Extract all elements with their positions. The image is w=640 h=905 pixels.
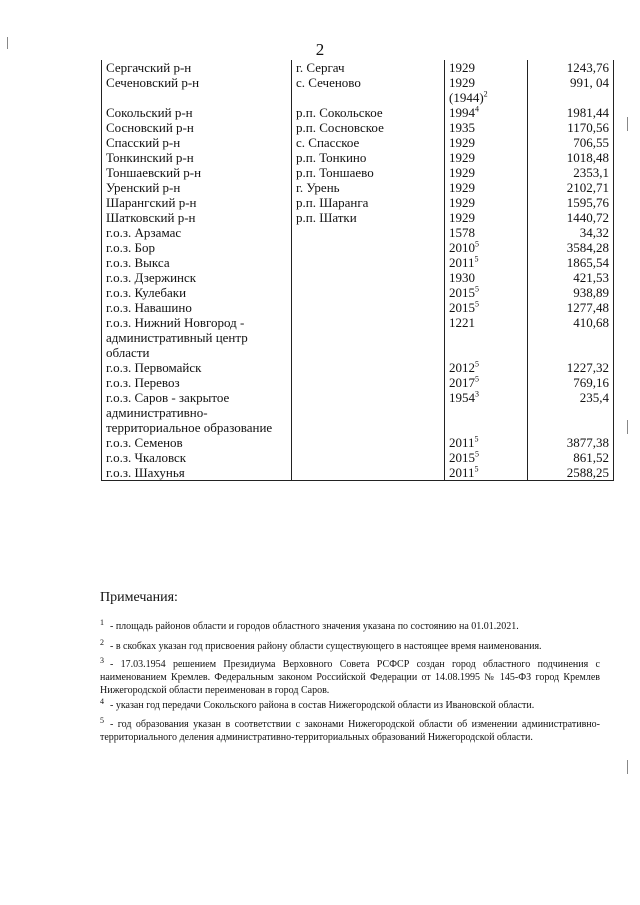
note-marker: 5 xyxy=(100,715,104,725)
table-row xyxy=(102,360,614,375)
cell-name: г.о.з. Семенов xyxy=(102,435,292,450)
cell-center: р.п. Шаранга xyxy=(292,195,445,210)
cell-area: 410,68 xyxy=(528,315,614,360)
cell-year xyxy=(445,255,528,270)
note-text: - площадь районов области и городов областного значения указана по состоянию на 01.01.2021. xyxy=(110,621,519,632)
cell-area xyxy=(528,90,614,105)
cell-name: г.о.з. Выкса xyxy=(102,255,292,270)
table-row xyxy=(102,180,614,195)
year-value: 1954 xyxy=(449,390,475,405)
year-footnote-marker: 3 xyxy=(475,389,479,399)
cell-area: 1227,32 xyxy=(528,360,614,375)
cell-area: 3584,28 xyxy=(528,240,614,255)
table-row xyxy=(102,315,614,360)
cell-year xyxy=(445,315,528,360)
cell-name: Уренский р-н xyxy=(102,180,292,195)
cell-area: 1277,48 xyxy=(528,300,614,315)
note-marker: 1 xyxy=(100,617,104,627)
table-row xyxy=(102,165,614,180)
note-2 xyxy=(100,637,600,653)
cell-area: 938,89 xyxy=(528,285,614,300)
table-row xyxy=(102,255,614,270)
table-row xyxy=(102,150,614,165)
cell-year xyxy=(445,435,528,450)
table-row xyxy=(102,240,614,255)
cell-year xyxy=(445,390,528,435)
note-4 xyxy=(100,696,600,712)
cell-center xyxy=(292,270,445,285)
year-footnote-marker: 5 xyxy=(474,434,479,444)
year-value: 2011 xyxy=(449,435,475,450)
cell-area: 34,32 xyxy=(528,225,614,240)
year-value: 1929 xyxy=(449,210,475,225)
cell-year xyxy=(445,150,528,165)
cell-name: Шатковский р-н xyxy=(102,210,292,225)
scan-mark xyxy=(627,420,628,434)
cell-center: р.п. Тонкино xyxy=(292,150,445,165)
cell-center xyxy=(292,285,445,300)
cell-area: 1440,72 xyxy=(528,210,614,225)
cell-center xyxy=(292,435,445,450)
scan-mark xyxy=(7,37,8,49)
cell-year xyxy=(445,375,528,390)
cell-area: 2102,71 xyxy=(528,180,614,195)
cell-area: 706,55 xyxy=(528,135,614,150)
year-footnote-marker: 5 xyxy=(475,374,479,384)
year-value: 1935 xyxy=(449,120,475,135)
year-value: 1929 xyxy=(449,60,475,75)
year-value: 1221 xyxy=(449,315,475,330)
cell-year xyxy=(445,360,528,375)
cell-center: р.п. Сосновское xyxy=(292,120,445,135)
year-footnote-marker: 5 xyxy=(474,464,479,474)
cell-area: 769,16 xyxy=(528,375,614,390)
cell-name: г.о.з. Шахунья xyxy=(102,465,292,481)
cell-area: 2588,25 xyxy=(528,465,614,481)
municipalities-table xyxy=(101,60,614,481)
table-row xyxy=(102,195,614,210)
cell-year xyxy=(445,300,528,315)
page-number: 2 xyxy=(315,40,325,59)
year-value: 1929 xyxy=(449,150,475,165)
table-row xyxy=(102,135,614,150)
cell-center xyxy=(292,315,445,360)
year-footnote-marker: 5 xyxy=(475,299,479,309)
year-value: 2011 xyxy=(449,465,475,480)
cell-center xyxy=(292,225,445,240)
year-value: 2017 xyxy=(449,375,475,390)
cell-center xyxy=(292,375,445,390)
cell-year xyxy=(445,240,528,255)
cell-area: 991, 04 xyxy=(528,75,614,90)
cell-name: Сосновский р-н xyxy=(102,120,292,135)
cell-name: Тоншаевский р-н xyxy=(102,165,292,180)
cell-area: 1865,54 xyxy=(528,255,614,270)
note-5 xyxy=(100,715,600,744)
table-row xyxy=(102,465,614,481)
cell-year xyxy=(445,180,528,195)
cell-center xyxy=(292,240,445,255)
cell-name: г.о.з. Бор xyxy=(102,240,292,255)
year-footnote-marker: 5 xyxy=(475,239,479,249)
cell-center xyxy=(292,390,445,435)
table-row xyxy=(102,375,614,390)
cell-area: 1595,76 xyxy=(528,195,614,210)
cell-year xyxy=(445,75,528,90)
year-value: 1578 xyxy=(449,225,475,240)
cell-area: 1981,44 xyxy=(528,105,614,120)
cell-name: г.о.з. Нижний Новгород - административный центр области xyxy=(102,315,292,360)
year-value: 1929 xyxy=(449,180,475,195)
note-1 xyxy=(100,617,600,633)
cell-center: г. Сергач xyxy=(292,60,445,75)
year-value: 1929 xyxy=(449,195,475,210)
cell-year xyxy=(445,465,528,481)
cell-year xyxy=(445,105,528,120)
cell-year xyxy=(445,135,528,150)
cell-center xyxy=(292,255,445,270)
cell-center: г. Урень xyxy=(292,180,445,195)
year-footnote-marker: 5 xyxy=(475,284,479,294)
cell-area: 421,53 xyxy=(528,270,614,285)
cell-year xyxy=(445,450,528,465)
cell-name: г.о.з. Арзамас xyxy=(102,225,292,240)
notes-title: Примечания: xyxy=(100,590,178,605)
year-value: 2015 xyxy=(449,285,475,300)
cell-name xyxy=(102,90,292,105)
note-text: - в скобках указан год присвоения району области существующего в настоящее время наименования. xyxy=(110,641,542,652)
cell-name: г.о.з. Навашино xyxy=(102,300,292,315)
note-marker: 2 xyxy=(100,637,104,647)
table-row xyxy=(102,270,614,285)
cell-center: р.п. Сокольское xyxy=(292,105,445,120)
year-footnote-marker: 5 xyxy=(475,359,479,369)
note-text: - 17.03.1954 решением Президиума Верховного Совета РСФСР создан город областного подчинения с наименованием Кремлев. Федеральным законом Российской Федерации от 14.08.1995 № 145-ФЗ город Кремлев Нижегородской области переименован в город Саров. xyxy=(100,659,600,696)
table-row xyxy=(102,390,614,435)
cell-center: с. Сеченово xyxy=(292,75,445,90)
year-value: 2015 xyxy=(449,300,475,315)
year-footnote-marker: 4 xyxy=(475,104,479,114)
cell-area: 3877,38 xyxy=(528,435,614,450)
cell-year xyxy=(445,195,528,210)
note-3 xyxy=(100,655,600,697)
table-row xyxy=(102,225,614,240)
cell-center: с. Спасское xyxy=(292,135,445,150)
cell-center xyxy=(292,300,445,315)
cell-name: г.о.з. Чкаловск xyxy=(102,450,292,465)
year-value: 1994 xyxy=(449,105,475,120)
cell-year xyxy=(445,210,528,225)
year-value: 2010 xyxy=(449,240,475,255)
cell-year xyxy=(445,90,528,105)
cell-center xyxy=(292,465,445,481)
cell-center xyxy=(292,450,445,465)
cell-year xyxy=(445,165,528,180)
cell-name: Тонкинский р-н xyxy=(102,150,292,165)
cell-center xyxy=(292,360,445,375)
cell-area: 1018,48 xyxy=(528,150,614,165)
table-row xyxy=(102,60,614,75)
cell-name: Шарангский р-н xyxy=(102,195,292,210)
note-marker: 3 xyxy=(100,655,104,665)
year-value: 1929 xyxy=(449,135,475,150)
table-row xyxy=(102,75,614,90)
cell-year xyxy=(445,120,528,135)
table-row xyxy=(102,285,614,300)
cell-year xyxy=(445,270,528,285)
year-value: 1930 xyxy=(449,270,475,285)
cell-name: Сокольский р-н xyxy=(102,105,292,120)
table-row xyxy=(102,210,614,225)
cell-center xyxy=(292,90,445,105)
cell-center: р.п. Тоншаево xyxy=(292,165,445,180)
year-footnote-marker: 5 xyxy=(474,254,479,264)
cell-name: Сергачский р-н xyxy=(102,60,292,75)
table-row xyxy=(102,90,614,105)
note-text: - указан год передачи Сокольского района в состав Нижегородской области из Ивановской области. xyxy=(110,700,535,711)
year-value: 2015 xyxy=(449,450,475,465)
cell-year xyxy=(445,225,528,240)
cell-area: 861,52 xyxy=(528,450,614,465)
scan-mark xyxy=(627,760,628,774)
year-footnote-marker: 2 xyxy=(483,89,488,99)
year-value: 2011 xyxy=(449,255,475,270)
cell-year xyxy=(445,285,528,300)
cell-name: Спасский р-н xyxy=(102,135,292,150)
note-marker: 4 xyxy=(100,696,104,706)
cell-area: 2353,1 xyxy=(528,165,614,180)
table-row xyxy=(102,450,614,465)
year-value: 2012 xyxy=(449,360,475,375)
year-footnote-marker: 5 xyxy=(475,449,479,459)
cell-name: г.о.з. Перевоз xyxy=(102,375,292,390)
cell-name: Сеченовский р-н xyxy=(102,75,292,90)
cell-area: 235,4 xyxy=(528,390,614,435)
scan-mark xyxy=(627,117,628,131)
cell-name: г.о.з. Первомайск xyxy=(102,360,292,375)
table-row xyxy=(102,435,614,450)
cell-area: 1243,76 xyxy=(528,60,614,75)
year-value: (1944) xyxy=(449,90,484,105)
cell-name: г.о.з. Саров - закрытое административно-территориальное образование xyxy=(102,390,292,435)
table-row xyxy=(102,105,614,120)
cell-year xyxy=(445,60,528,75)
year-value: 1929 xyxy=(449,75,475,90)
note-text: - год образования указан в соответствии с законами Нижегородской области об изменении административно-территориального деления административно-территориальных образований Нижегородской области. xyxy=(100,719,600,743)
cell-name: г.о.з. Дзержинск xyxy=(102,270,292,285)
year-value: 1929 xyxy=(449,165,475,180)
cell-center: р.п. Шатки xyxy=(292,210,445,225)
cell-area: 1170,56 xyxy=(528,120,614,135)
cell-name: г.о.з. Кулебаки xyxy=(102,285,292,300)
table-row xyxy=(102,120,614,135)
table-row xyxy=(102,300,614,315)
